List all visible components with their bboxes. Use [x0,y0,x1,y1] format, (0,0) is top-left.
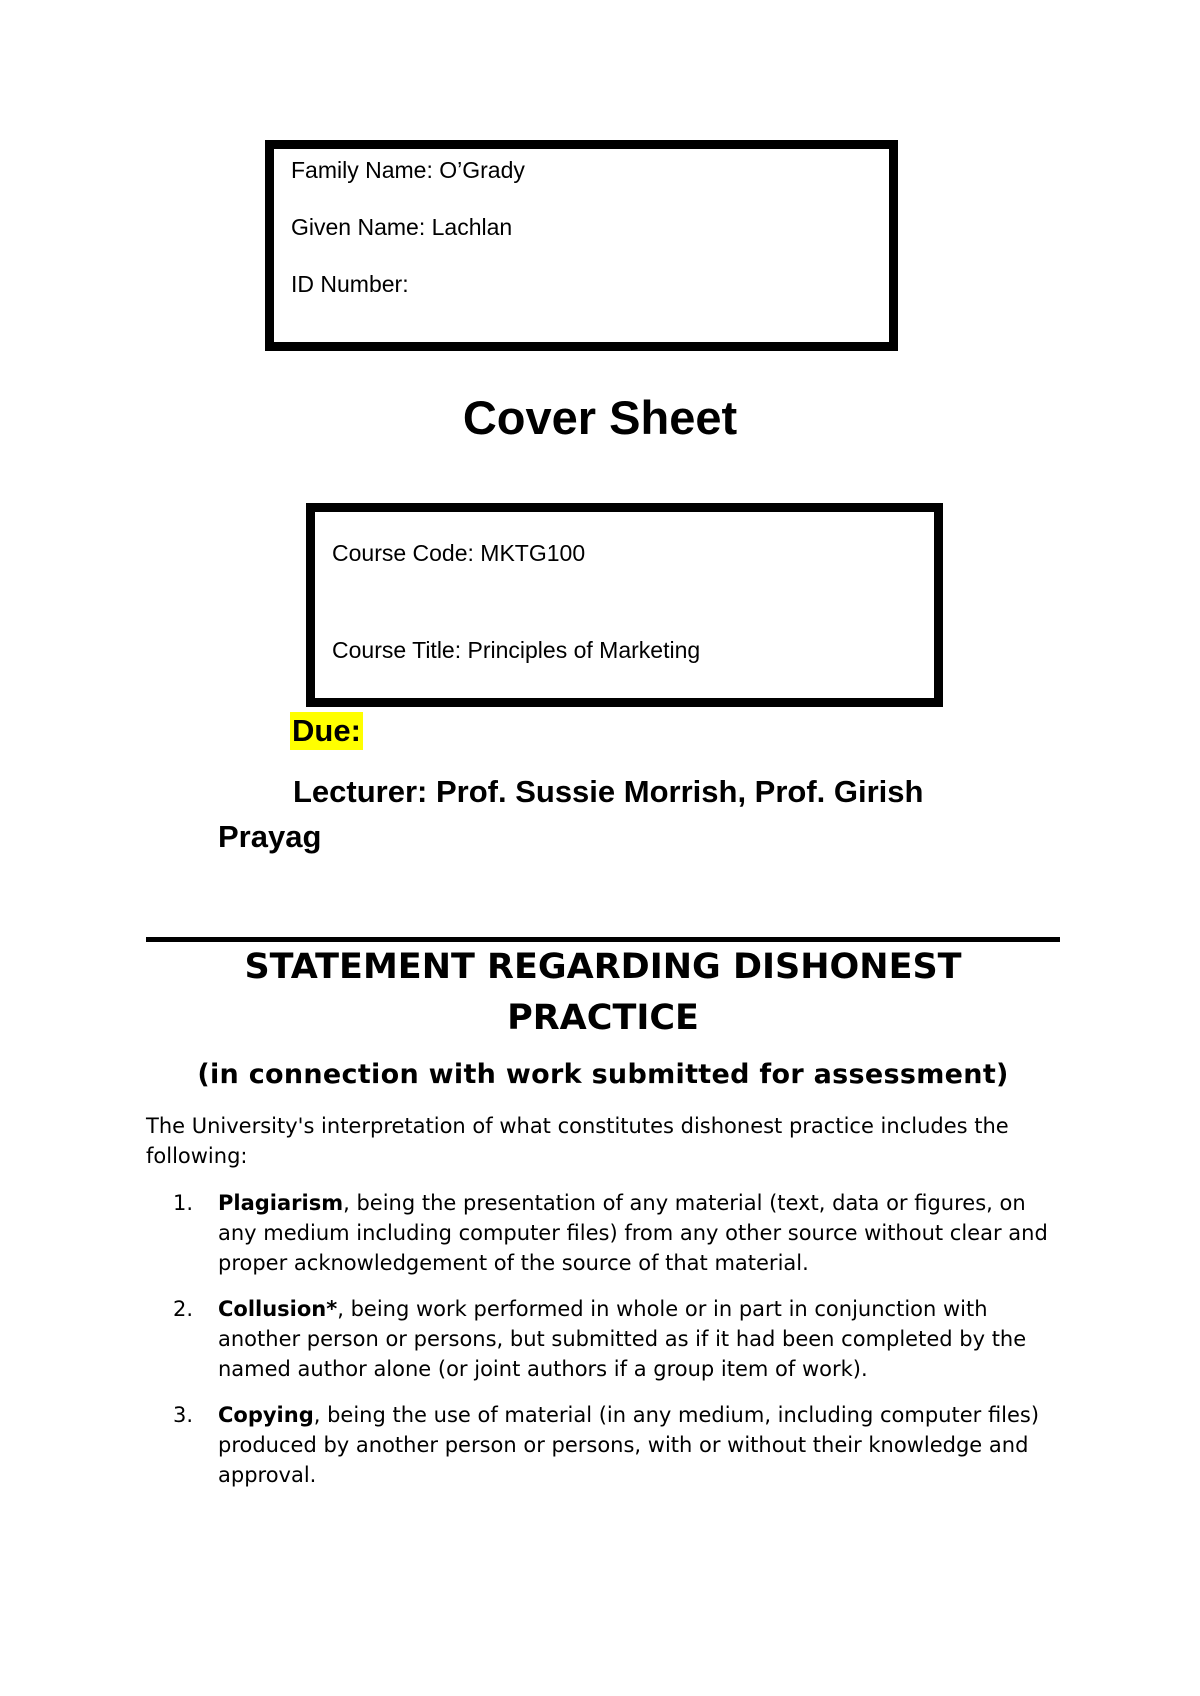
due-label: Due: [292,713,361,748]
id-number-field: ID Number: [291,271,409,297]
statement-intro: The University's interpretation of what constitutes dishonest practice includes the following: [146,1114,1009,1168]
list-item-number: 2. [173,1297,194,1321]
list-item-text: , being the presentation of any material (text, data or figures, on any medium including computer files) from any other source without clear and proper acknowledgement of the source of that material. [218,1191,1048,1275]
list-item-term: Copying [218,1403,314,1427]
page-title: Cover Sheet [462,391,738,444]
lecturer-line: Lecturer: Prof. Sussie Morrish, Prof. Girish Prayag [218,774,924,854]
list-item-number: 1. [173,1191,194,1215]
course-title-field: Course Title: Principles of Marketing [332,637,701,663]
list-item-text: , being the use of material (in any medium, including computer files) produced by another person or persons, with or without their knowledge and approval. [218,1403,1040,1487]
course-code-field: Course Code: MKTG100 [332,540,586,566]
given-name-field: Given Name: Lachlan [291,214,513,240]
family-name-field: Family Name: O’Grady [291,157,525,183]
list-item-number: 3. [173,1403,194,1427]
list-item-term: Plagiarism [218,1191,344,1215]
statement-subheading: (in connection with work submitted for assessment) [197,1059,1009,1090]
statement-heading: STATEMENT REGARDING DISHONEST PRACTICE [244,947,962,1038]
list-item-text: , being work performed in whole or in part in conjunction with another person or persons, but submitted as if it had been completed by the named author alone (or joint authors if a group item of work). [218,1297,1027,1381]
list-item-body [218,1400,1060,1490]
list-item-body [218,1188,1060,1278]
list-item-body [218,1294,1060,1384]
list-item-term: Collusion* [218,1297,338,1321]
course-info-box [306,503,943,707]
student-info-box [265,140,898,351]
